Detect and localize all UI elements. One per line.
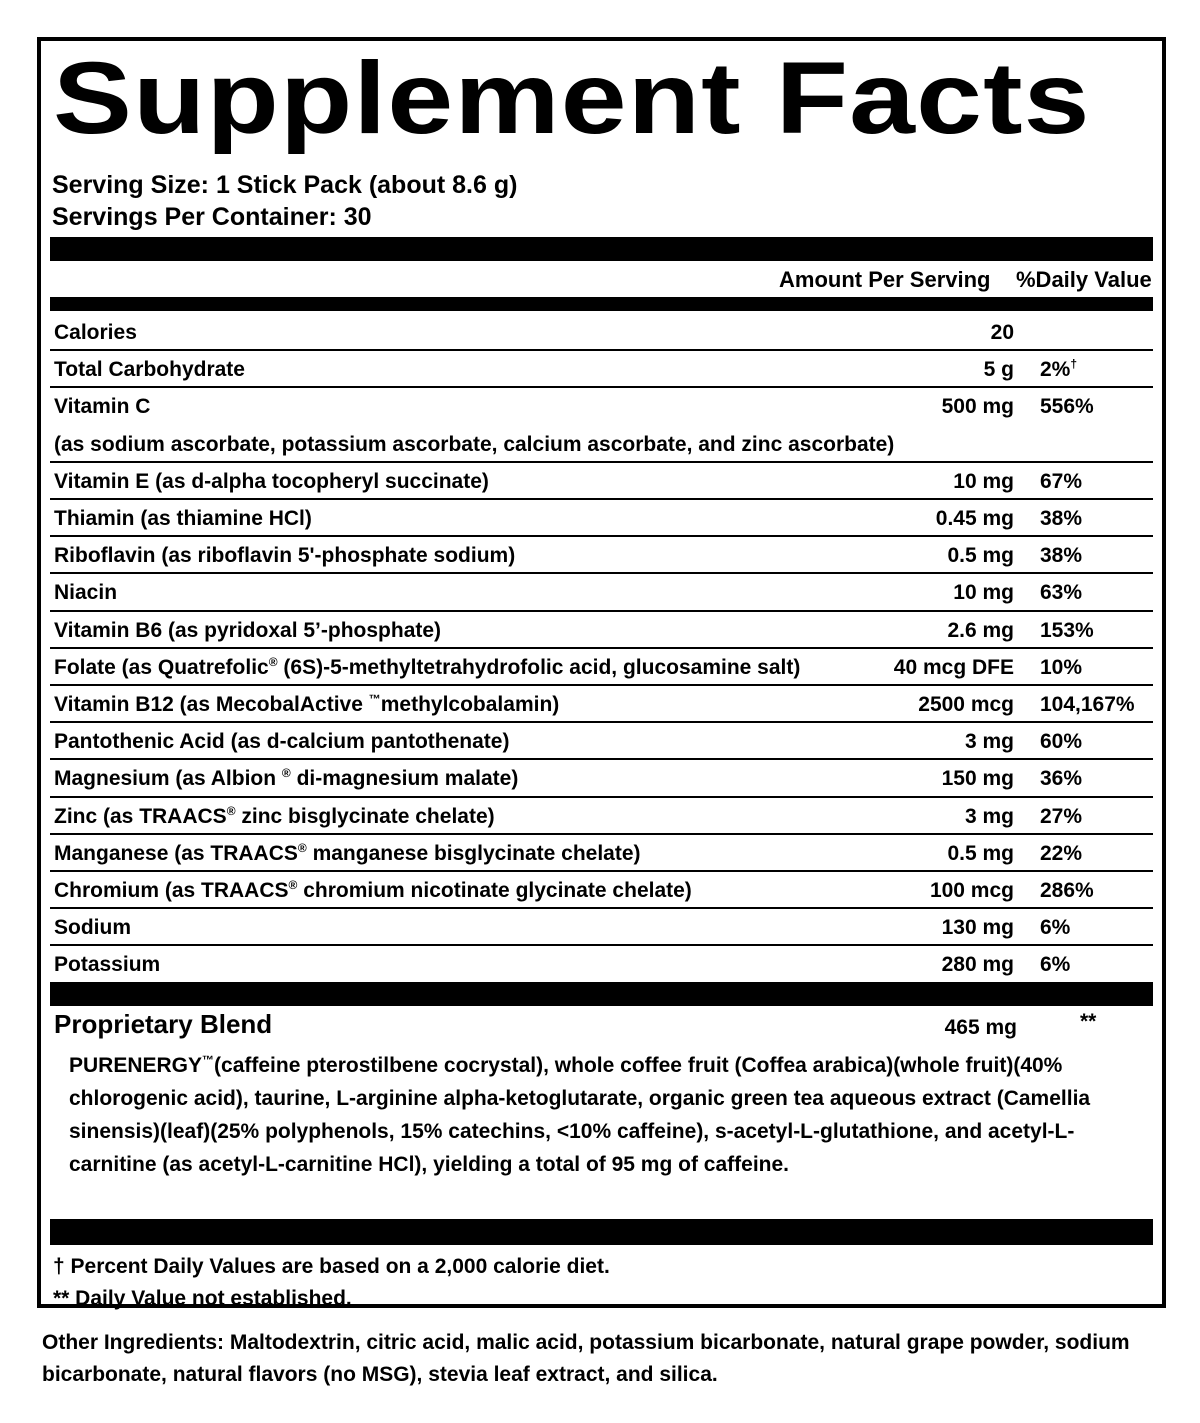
nutrient-daily-value [1040, 767, 1082, 791]
nutrient-daily-value [1040, 730, 1082, 754]
nutrient-amount: 5 g [983, 358, 1014, 382]
nutrient-name [54, 693, 559, 717]
nutrient-name [54, 879, 692, 903]
nutrient-name-a: Folate (as Quatrefolic [54, 655, 269, 679]
nutrient-amount: 2500 mcg [918, 693, 1014, 716]
nutrient-name [54, 358, 245, 382]
blend-lead: PURENERGY [69, 1054, 203, 1077]
dv-text: 38% [1040, 507, 1083, 530]
nutrient-name [54, 656, 800, 680]
nutrient-name-text: Calories [54, 321, 137, 344]
dv-text: 10% [1040, 655, 1083, 679]
nutrient-name-a: Vitamin B12 (as MecobalActive [54, 693, 369, 716]
dv-text: 36% [1040, 767, 1083, 791]
table-row [50, 612, 1153, 649]
nutrient-amount: 2.6 mg [947, 618, 1014, 642]
dv-text: 22% [1040, 841, 1083, 865]
nutrient-amount: 3 mg [964, 730, 1014, 754]
nutrient-name-a: Zinc (as TRAACS [54, 804, 227, 828]
blend-divider [50, 982, 1153, 1006]
table-row [50, 426, 1153, 463]
table-row [50, 574, 1153, 611]
table-row [50, 500, 1153, 537]
dv-text: 104,167% [1040, 693, 1135, 716]
nutrient-daily-value [1040, 358, 1077, 382]
table-row [50, 388, 1153, 425]
nutrient-name-b: chromium nicotinate glycinate chelate) [297, 879, 692, 902]
registered-mark: ® [281, 766, 291, 781]
nutrient-daily-value [1040, 544, 1082, 568]
nutrient-amount: 0.5 mg [947, 841, 1014, 865]
nutrient-name-text: Vitamin B6 (as pyridoxal 5’-phosphate) [54, 618, 442, 642]
nutrient-name-text: Riboflavin (as riboflavin 5'-phosphate sodium) [54, 544, 516, 568]
nutrient-name-b: (6S)-5-methyltetrahydrofolic acid, glucosamine salt) [277, 655, 801, 679]
nutrient-daily-value [1040, 693, 1135, 717]
blend-title: Proprietary Blend [54, 1009, 273, 1039]
nutrient-name [54, 507, 312, 531]
nutrient-amount: 3 mg [964, 804, 1014, 828]
table-row [50, 760, 1153, 797]
nutrient-name-text: Total Carbohydrate [54, 358, 245, 382]
nutrient-name-text: Vitamin E (as d-alpha tocopheryl succinate) [54, 469, 489, 493]
nutrient-name-a: Manganese (as TRAACS [54, 841, 298, 865]
nutrient-amount: 130 mg [941, 916, 1014, 940]
blend-amount: 465 mg [944, 1016, 1017, 1039]
table-row [50, 946, 1153, 983]
amount-header: Amount Per Serving [779, 267, 991, 292]
registered-mark: ® [226, 803, 236, 818]
table-row [50, 909, 1153, 946]
medium-divider [50, 297, 1153, 311]
nutrient-daily-value [1040, 470, 1082, 494]
nutrient-daily-value [1040, 656, 1082, 680]
table-row [50, 686, 1153, 723]
nutrient-name [54, 842, 641, 866]
supplement-facts-panel [37, 37, 1166, 1308]
dv-text: 6% [1040, 916, 1071, 940]
nutrient-amount: 0.45 mg [935, 507, 1014, 530]
nutrient-daily-value [1040, 916, 1070, 940]
nutrient-name-text: Niacin [54, 581, 118, 605]
dv-text: 27% [1040, 804, 1083, 828]
dv-text: 60% [1040, 730, 1083, 754]
nutrient-amount: 500 mg [941, 395, 1014, 419]
panel-title: Supplement Facts [53, 41, 1091, 155]
nutrient-name-b: zinc bisglycinate chelate) [235, 804, 495, 828]
nutrient-name-b: methylcobalamin) [380, 693, 560, 716]
table-row [50, 835, 1153, 872]
nutrient-daily-value [1040, 581, 1082, 605]
nutrient-amount: 150 mg [941, 767, 1014, 791]
nutrient-name-text: (as sodium ascorbate, potassium ascorbate, calcium ascorbate, and zinc ascorbate) [54, 432, 895, 456]
nutrient-name [54, 730, 509, 754]
table-row [50, 314, 1153, 351]
serving-info [52, 169, 517, 233]
nutrient-amount: 10 mg [953, 581, 1014, 605]
registered-mark: ® [288, 878, 298, 892]
nutrient-name [54, 916, 131, 940]
nutrient-amount: 10 mg [953, 469, 1014, 493]
dv-text: 2% [1040, 358, 1071, 382]
nutrient-amount: 100 mcg [929, 879, 1014, 902]
blend-text: (caffeine pterostilbene cocrystal), whole coffee fruit (Coffea arabica)(whole fruit)(40% chlorogenic acid), taurine, L-arginine alpha-ketoglutarate, organic green tea aqueous extract (Camellia sinensis)(leaf)(25% polyphenols, 15% catechins, <10% caffeine), s-acetyl-L-glutathione, and acetyl-L-carnitine (as acetyl-L-carnitine HCl), yielding a total of 95 mg of caffeine. [69, 1054, 1091, 1176]
nutrient-name-text: Vitamin C [54, 395, 151, 419]
nutrient-amount: 280 mg [941, 953, 1014, 977]
table-row [50, 537, 1153, 574]
table-row [50, 872, 1153, 909]
nutrient-name [54, 619, 441, 643]
table-row [50, 351, 1153, 388]
nutrient-name-a: Magnesium (as Albion [54, 767, 282, 791]
table-row [50, 463, 1153, 500]
nutrient-daily-value [1040, 879, 1094, 903]
dv-text: 286% [1040, 879, 1094, 902]
nutrient-name [54, 805, 495, 829]
nutrient-name [54, 544, 515, 568]
dv-text: 153% [1040, 618, 1094, 642]
nutrient-amount: 20 [990, 321, 1014, 344]
registered-mark: ® [297, 840, 307, 855]
registered-mark: ™ [368, 692, 381, 706]
dv-text: 67% [1040, 469, 1083, 493]
nutrient-daily-value [1040, 507, 1082, 531]
nutrient-name [54, 433, 894, 457]
nutrient-name-b: manganese bisglycinate chelate) [306, 841, 641, 865]
nutrient-daily-value [1040, 805, 1082, 829]
registered-mark: ® [268, 654, 278, 669]
nutrient-name-text: Pantothenic Acid (as d-calcium pantothenate) [54, 730, 510, 754]
footnote-dagger: † Percent Daily Values are based on a 2,000 calorie diet. [53, 1255, 610, 1278]
blend-daily-value: ** [1080, 1010, 1097, 1033]
nutrient-name-b: di-magnesium malate) [290, 767, 519, 791]
nutrient-name-text: Thiamin (as thiamine HCl) [54, 507, 312, 530]
dv-text: 556% [1040, 395, 1094, 419]
other-ingredients: Other Ingredients: Maltodextrin, citric acid, malic acid, potassium bicarbonate, natural grape powder, sodium bicarbonate, natural flavors (no MSG), stevia leaf extract, and silica. [42, 1331, 1130, 1386]
nutrient-name [54, 321, 137, 345]
thick-divider [50, 237, 1153, 261]
dv-text: 63% [1040, 581, 1083, 605]
table-row [50, 649, 1153, 686]
dv-text: 38% [1040, 544, 1083, 568]
blend-ingredients [69, 1049, 1139, 1181]
servings-per-container: Servings Per Container: 30 [52, 203, 372, 231]
nutrient-name-text: Sodium [54, 916, 131, 940]
nutrient-amount: 0.5 mg [947, 544, 1014, 568]
footnote-stars: ** Daily Value not established. [53, 1287, 352, 1310]
nutrient-name [54, 470, 489, 494]
dagger-mark: † [1070, 357, 1078, 372]
nutrient-name [54, 581, 117, 605]
table-row [50, 798, 1153, 835]
nutrient-daily-value [1040, 953, 1070, 977]
nutrient-name [54, 767, 518, 791]
nutrient-daily-value [1040, 395, 1094, 419]
nutrient-daily-value [1040, 619, 1094, 643]
daily-value-header: %Daily Value [1016, 267, 1152, 292]
nutrient-name [54, 953, 160, 977]
trademark-mark: ™ [202, 1053, 215, 1067]
serving-size: Serving Size: 1 Stick Pack (about 8.6 g) [52, 171, 518, 199]
nutrient-amount: 40 mcg DFE [893, 655, 1014, 679]
nutrient-name-a: Chromium (as TRAACS [54, 879, 289, 902]
footer-divider [50, 1219, 1153, 1245]
nutrient-daily-value [1040, 842, 1082, 866]
nutrient-name-text: Potassium [54, 953, 161, 977]
dv-text: 6% [1040, 953, 1071, 977]
nutrient-name [54, 395, 150, 419]
table-row [50, 723, 1153, 760]
